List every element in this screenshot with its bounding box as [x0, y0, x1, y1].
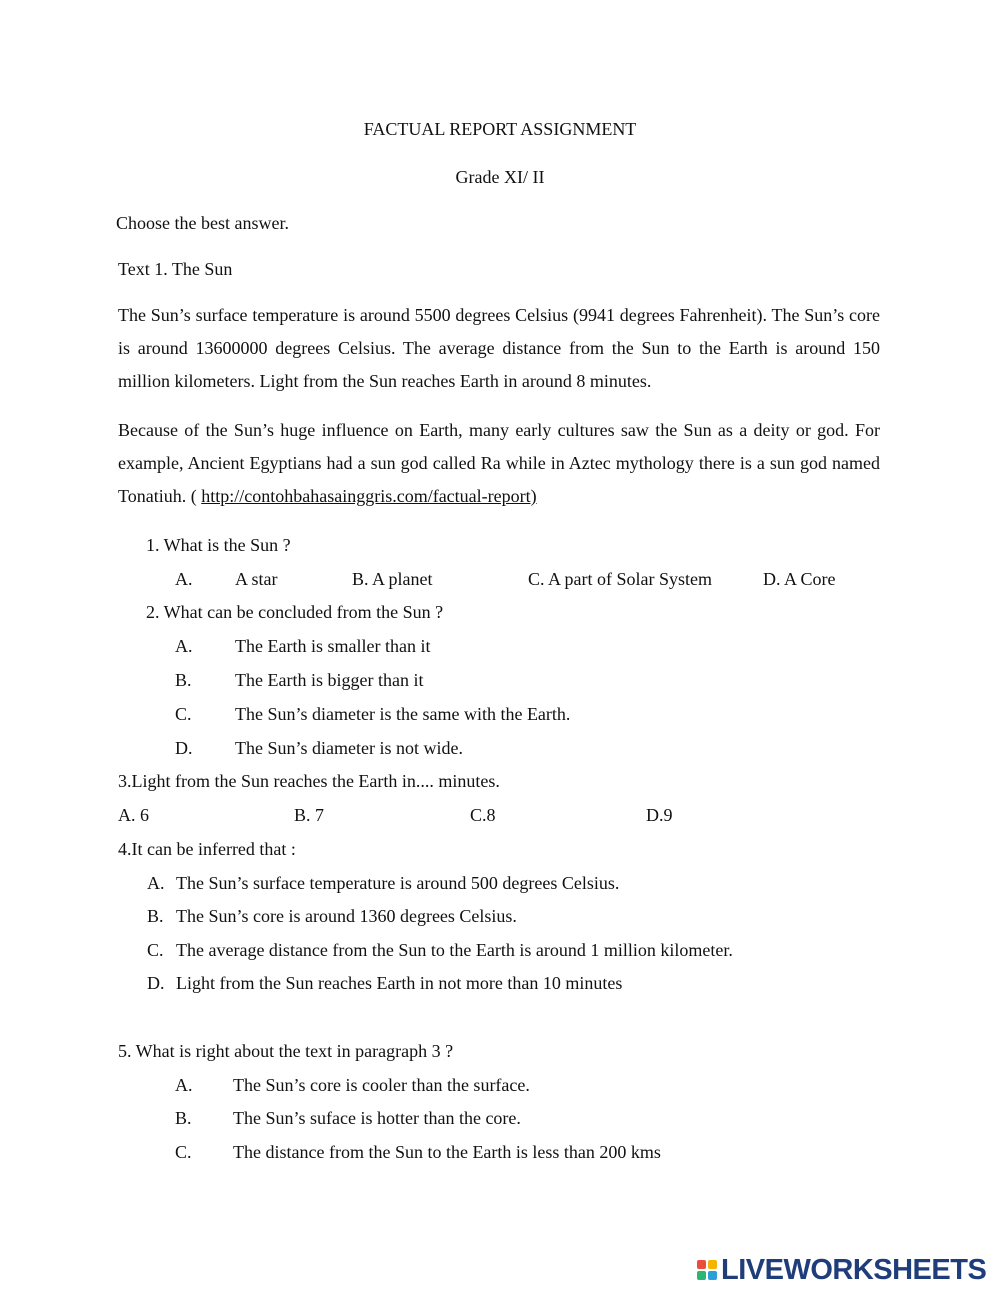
logo-icon	[697, 1260, 717, 1280]
q4-option-b-text[interactable]: The Sun’s core is around 1360 degrees Celsius.	[176, 906, 517, 926]
q2-option-c-letter[interactable]: C.	[175, 704, 192, 724]
q5-option-a-letter[interactable]: A.	[175, 1075, 193, 1095]
grade-label: Grade XI/ II	[455, 167, 545, 187]
q4-option-a-text[interactable]: The Sun’s surface temperature is around 500 degrees Celsius.	[176, 873, 620, 893]
q3-option-d[interactable]: D.9	[646, 805, 673, 825]
paragraph-1-text: The Sun’s surface temperature is around 5500 degrees Celsius (9941 degrees Fahrenheit). The Sun’s core is around 13600000 degrees Celsius. The average distance from the Sun to the Earth is around 150 million kilometers. Light from the Sun reaches Earth in around 8 minutes.	[118, 305, 880, 391]
text-title: Text 1. The Sun	[118, 259, 233, 279]
page-title: FACTUAL REPORT ASSIGNMENT	[363, 119, 637, 139]
logo-square	[697, 1271, 706, 1280]
q1-option-a-text[interactable]: A star	[235, 569, 278, 589]
q4-option-c-text[interactable]: The average distance from the Sun to the Earth is around 1 million kilometer.	[176, 940, 733, 960]
q1-question: 1. What is the Sun ?	[146, 535, 291, 555]
q2-option-a-text[interactable]: The Earth is smaller than it	[235, 636, 431, 656]
q2-question: 2. What can be concluded from the Sun ?	[146, 602, 444, 622]
paragraph-1	[118, 299, 880, 398]
q5-option-b-text[interactable]: The Sun’s suface is hotter than the core.	[233, 1108, 521, 1128]
q5-question: 5. What is right about the text in paragraph 3 ?	[118, 1041, 454, 1061]
q3-question: 3.Light from the Sun reaches the Earth in.... minutes.	[118, 771, 500, 791]
paragraph-2-text: Because of the Sun’s huge influence on Earth, many early cultures saw the Sun as a deity or god. For example, Ancient Egyptians had a sun god called Ra while in Aztec mythology there is a sun god named Tonatiuh. (	[118, 420, 880, 506]
paragraph-2	[118, 414, 880, 513]
q3-option-c[interactable]: C.8	[470, 805, 496, 825]
q4-option-c-letter[interactable]: C.	[147, 940, 164, 960]
q1-option-c[interactable]: C. A part of Solar System	[528, 569, 712, 589]
q1-option-d[interactable]: D. A Core	[763, 569, 836, 589]
q2-option-b-text[interactable]: The Earth is bigger than it	[235, 670, 424, 690]
q4-option-d-letter[interactable]: D.	[147, 973, 165, 993]
logo-square	[708, 1271, 717, 1280]
logo-square	[697, 1260, 706, 1269]
q4-question: 4.It can be inferred that :	[118, 839, 296, 859]
q5-option-b-letter[interactable]: B.	[175, 1108, 192, 1128]
q4-option-a-letter[interactable]: A.	[147, 873, 165, 893]
q3-option-b[interactable]: B. 7	[294, 805, 325, 825]
source-link[interactable]: http://contohbahasainggris.com/factual-report)	[201, 486, 537, 506]
q2-option-c-text[interactable]: The Sun’s diameter is the same with the Earth.	[235, 704, 571, 724]
q5-option-a-text[interactable]: The Sun’s core is cooler than the surface.	[233, 1075, 530, 1095]
instruction: Choose the best answer.	[116, 213, 289, 233]
q2-option-d-text[interactable]: The Sun’s diameter is not wide.	[235, 738, 463, 758]
q2-option-a-letter[interactable]: A.	[175, 636, 193, 656]
liveworksheets-logo	[697, 1255, 986, 1285]
q5-option-c-letter[interactable]: C.	[175, 1142, 192, 1162]
q2-option-d-letter[interactable]: D.	[175, 738, 193, 758]
q3-option-a[interactable]: A. 6	[118, 805, 149, 825]
q1-option-a-letter[interactable]: A.	[175, 569, 193, 589]
logo-square	[708, 1260, 717, 1269]
q1-option-b[interactable]: B. A planet	[352, 569, 433, 589]
q2-option-b-letter[interactable]: B.	[175, 670, 192, 690]
q5-option-c-text[interactable]: The distance from the Sun to the Earth is less than 200 kms	[233, 1142, 661, 1162]
logo-text: LIVEWORKSHEETS	[721, 1253, 987, 1286]
q4-option-b-letter[interactable]: B.	[147, 906, 164, 926]
q4-option-d-text[interactable]: Light from the Sun reaches Earth in not more than 10 minutes	[176, 973, 623, 993]
